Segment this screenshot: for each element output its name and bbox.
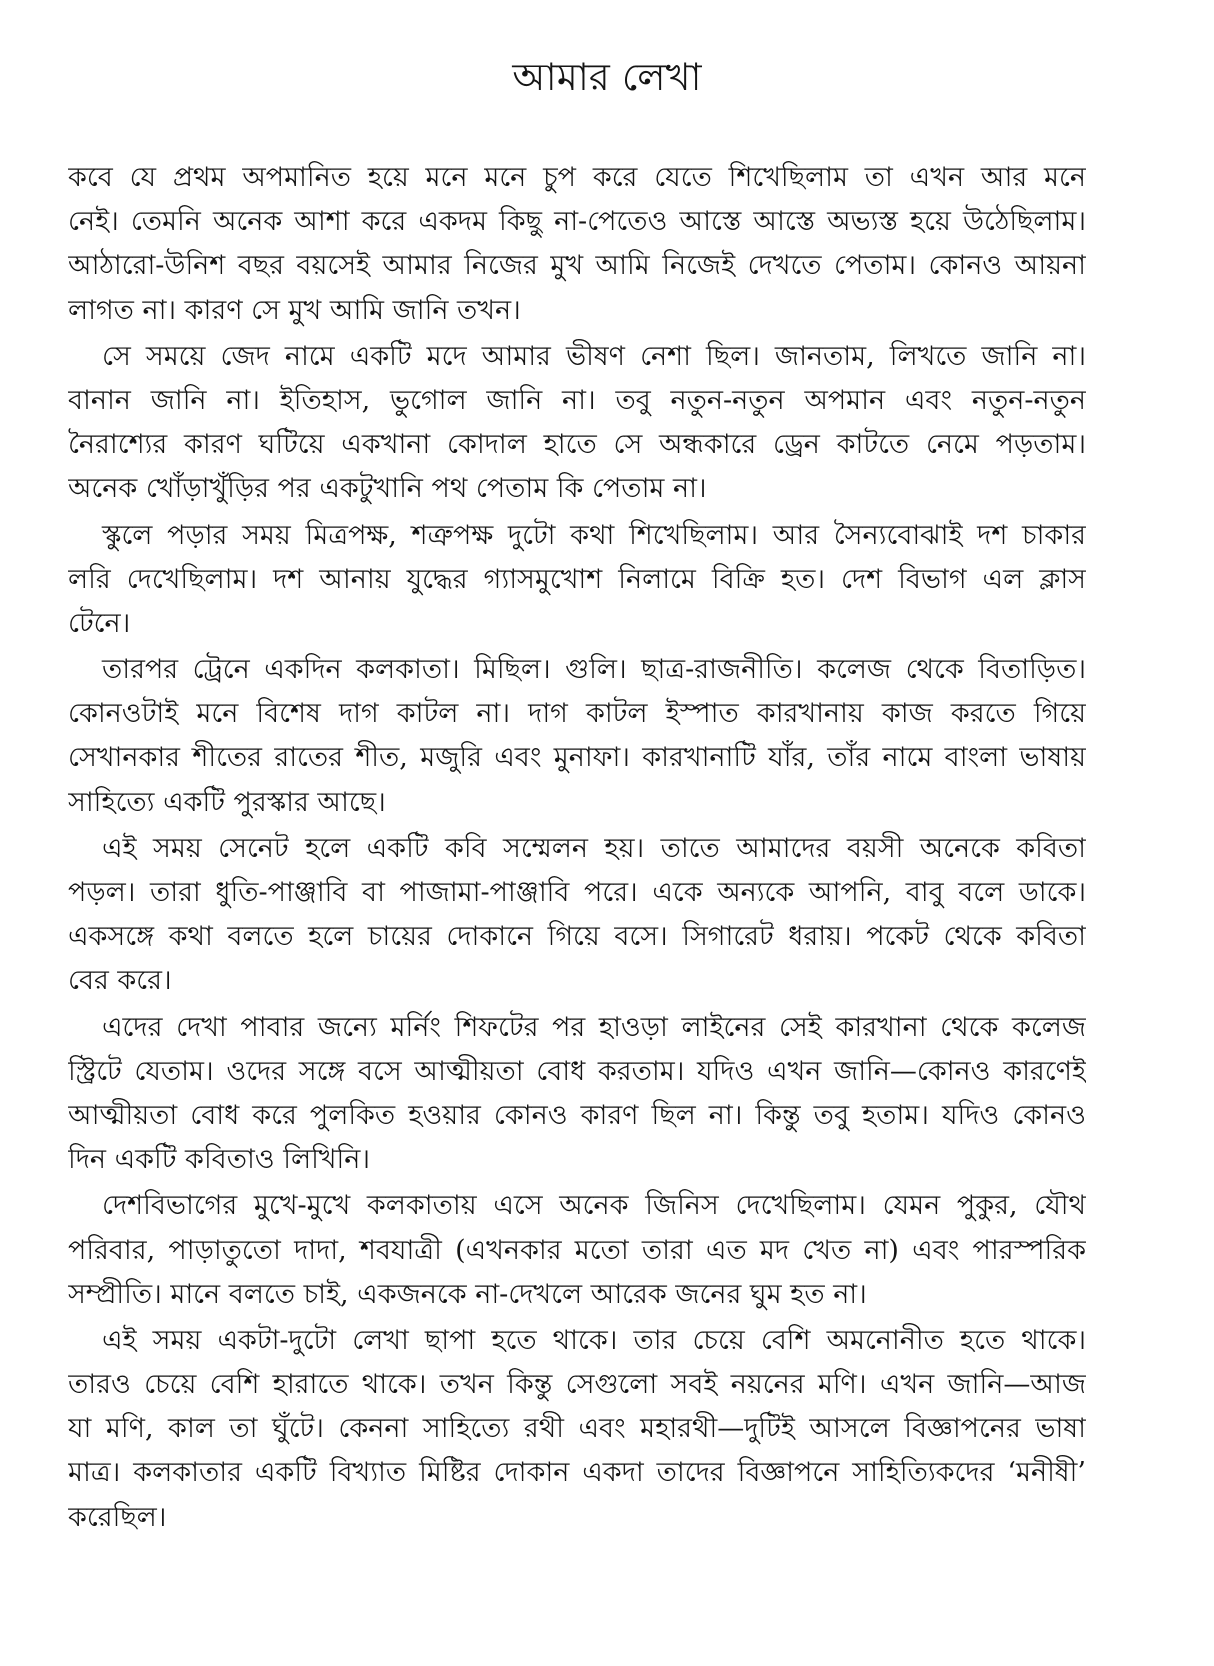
text-line: লাগত না। কারণ সে মুখ আমি জানি তখন। (68, 294, 521, 326)
text-line: স্কুলে পড়ার সময় মিত্রপক্ষ, শত্রুপক্ষ দুটো কথা শিখেছিলাম। আর সৈন্যবোঝাই দশ চাকার (102, 519, 1086, 551)
text-line: বের করে। (68, 965, 172, 997)
text-line: পড়ল। তারা ধুতি-পাঞ্জাবি বা পাজামা-পাঞ্জাবি পরে। একে অন্যকে আপনি, বাবু বলে ডাকে। (68, 877, 1086, 908)
text-line: কবে যে প্রথম অপমানিত হয়ে মনে মনে চুপ করে যেতে শিখেছিলাম তা এখন আর মনে (68, 162, 1086, 193)
text-line: লরি দেখেছিলাম। দশ আনায় যুদ্ধের গ্যাসমুখোশ নিলামে বিক্রি হত। দেশ বিভাগ এল ক্লাস (68, 563, 1086, 595)
text-line: সম্প্রীতি। মানে বলতে চাই, একজনকে না-দেখলে আরেক জনের ঘুম হত না। (68, 1278, 867, 1310)
paragraph (68, 1006, 1086, 1183)
text-line: নেই। তেমনি অনেক আশা করে একদম কিছু না-পেতেও আস্তে আস্তে অভ্যস্ত হয়ে উঠেছিলাম। (68, 206, 1086, 238)
paragraph (68, 1184, 1086, 1317)
text-line: কোনওটাই মনে বিশেষ দাগ কাটল না। দাগ কাটল ইস্পাত কারখানায় কাজ করতে গিয়ে (68, 698, 1086, 730)
text-line: সাহিত্যে একটি পুরস্কার আছে। (68, 786, 386, 818)
text-line: নৈরাশ্যের কারণ ঘটিয়ে একখানা কোদাল হাতে সে অন্ধকারে ড্রেন কাটতে নেমে পড়তাম। (68, 429, 1086, 461)
text-line: বানান জানি না। ইতিহাস, ভুগোল জানি না। তবু নতুন-নতুন অপমান এবং নতুন-নতুন (68, 384, 1086, 416)
text-line: এই সময় সেনেট হলে একটি কবি সম্মেলন হয়। তাতে আমাদের বয়সী অনেকে কবিতা (102, 832, 1086, 864)
text-line: তারও চেয়ে বেশি হারাতে থাকে। তখন কিন্তু সেগুলো সবই নয়নের মণি। এখন জানি—আজ (68, 1369, 1086, 1401)
page-title: আমার লেখা (512, 55, 702, 99)
text-line: টেনে। (68, 607, 131, 639)
paragraph (68, 827, 1086, 1004)
text-line: আত্মীয়তা বোধ করে পুলকিত হওয়ার কোনও কারণ ছিল না। কিন্তু তবু হতাম। যদিও কোনও (68, 1099, 1086, 1131)
text-line: এদের দেখা পাবার জন্যে মর্নিং শিফটের পর হাওড়া লাইনের সেই কারখানা থেকে কলেজ (102, 1011, 1086, 1043)
paragraph (68, 1319, 1086, 1540)
text-line: করেছিল। (68, 1501, 167, 1533)
text-line: দিন একটি কবিতাও লিখিনি। (68, 1144, 371, 1176)
text-line: সেখানকার শীতের রাতের শীত, মজুরি এবং মুনাফা। কারখানাটি যাঁর, তাঁর নামে বাংলা ভাষায় (68, 742, 1086, 774)
text-line: দেশবিভাগের মুখে-মুখে কলকাতায় এসে অনেক জিনিস দেখেছিলাম। যেমন পুকুর, যৌথ (102, 1190, 1086, 1222)
text-line: মাত্র। কলকাতার একটি বিখ্যাত মিষ্টির দোকান একদা তাদের বিজ্ঞাপনে সাহিত্যিকদের ‘মনীষী’ (68, 1457, 1086, 1489)
text-line: যা মণি, কাল তা ঘুঁটে। কেননা সাহিত্যে রথী এবং মহারথী—দুটিই আসলে বিজ্ঞাপনের ভাষা (68, 1413, 1086, 1445)
paragraph (68, 335, 1086, 512)
document-body (68, 156, 1086, 1542)
text-line: এই সময় একটা-দুটো লেখা ছাপা হতে থাকে। তার চেয়ে বেশি অমনোনীত হতে থাকে। (102, 1324, 1086, 1356)
paragraph (68, 648, 1086, 825)
text-line: একসঙ্গে কথা বলতে হলে চায়ের দোকানে গিয়ে বসে। সিগারেট ধরায়। পকেট থেকে কবিতা (68, 921, 1086, 953)
text-line: স্ট্রিটে যেতাম। ওদের সঙ্গে বসে আত্মীয়তা বোধ করতাম। যদিও এখন জানি—কোনও কারণেই (68, 1055, 1086, 1087)
paragraph (68, 514, 1086, 647)
text-line: তারপর ট্রেনে একদিন কলকাতা। মিছিল। গুলি। ছাত্র-রাজনীতি। কলেজ থেকে বিতাড়িত। (102, 654, 1086, 686)
paragraph (68, 156, 1086, 333)
text-line: অনেক খোঁড়াখুঁড়ির পর একটুখানি পথ পেতাম কি পেতাম না। (68, 473, 707, 505)
text-line: আঠারো-উনিশ বছর বয়সেই আমার নিজের মুখ আমি নিজেই দেখতে পেতাম। কোনও আয়না (68, 250, 1086, 282)
text-line: পরিবার, পাড়াতুতো দাদা, শবযাত্রী (এখনকার মতো তারা এত মদ খেত না) এবং পারস্পরিক (68, 1234, 1086, 1266)
text-line: সে সময়ে জেদ নামে একটি মদে আমার ভীষণ নেশা ছিল। জানতাম, লিখতে জানি না। (102, 340, 1086, 372)
